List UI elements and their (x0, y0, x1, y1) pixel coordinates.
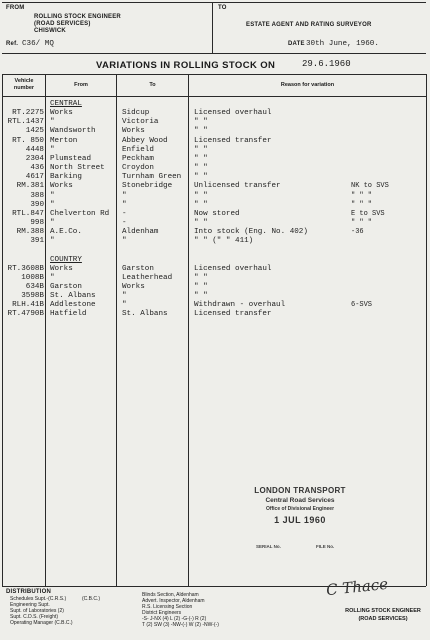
reason-cell: Now stored (194, 209, 240, 218)
table-row (0, 237, 430, 246)
from-cell: A.E.Co. (50, 228, 82, 237)
note-cell: " " " (351, 191, 373, 200)
vehicle-number: RT. 850 (12, 136, 44, 145)
reason-cell: Licensed transfer (194, 136, 272, 145)
table-row (0, 283, 430, 292)
from-cell: North Street (50, 164, 105, 173)
stamp-line-1: LONDON TRANSPORT (254, 486, 346, 495)
reason-cell: " " (194, 164, 208, 173)
to-cell: Garston (122, 264, 154, 273)
vehicle-number: 388 (30, 191, 44, 200)
from-line-1: ROLLING STOCK ENGINEER (34, 14, 121, 20)
table-row (0, 210, 430, 219)
title-date: 29.6.1960 (302, 59, 351, 69)
vehicle-number: 3598B (21, 292, 44, 301)
col-header-vehicle-2: number (13, 85, 35, 91)
vehicle-number: 4617 (25, 173, 44, 182)
distribution-left-3: Supt. of Laboratories (2) (10, 608, 64, 614)
header-top-border (2, 2, 426, 3)
vehicle-number: RM.381 (16, 182, 44, 191)
signature-scrawl: C Thace (325, 574, 389, 600)
table-row (0, 109, 430, 118)
table-row (0, 146, 430, 155)
vehicle-number: 1425 (25, 127, 44, 136)
reason-cell: " " (194, 118, 208, 127)
to-cell: " (122, 301, 127, 310)
section-heading-row (0, 100, 430, 109)
vehicle-number: RTL.847 (12, 209, 44, 218)
date-value: 30th June, 1960. (306, 40, 379, 48)
from-cell: " (50, 273, 55, 282)
note-cell: -36 (351, 228, 364, 237)
to-cell: Works (122, 283, 145, 291)
table-row (0, 265, 430, 274)
vehicle-number: 436 (30, 164, 44, 173)
from-line-2: (ROAD SERVICES) (34, 21, 91, 27)
vehicle-number: 4448 (25, 145, 44, 154)
reason-cell: " " (194, 292, 208, 301)
table-row (0, 301, 430, 310)
signature-title-2: (ROAD SERVICES) (358, 616, 408, 622)
vehicle-number: RLH.41B (12, 301, 44, 310)
to-cell: " (122, 200, 127, 209)
note-cell: " " " (351, 218, 373, 227)
to-cell: Works (122, 127, 145, 136)
to-cell: - (122, 209, 127, 218)
table-row (0, 310, 430, 319)
table-row (0, 292, 430, 301)
distribution-mid-4: -S- J-NX (4) L (2) -G-(-) R (2) (142, 616, 207, 622)
stamp-line-3: Office of Divisional Engineer (265, 506, 335, 512)
distribution-left-5: Operating Manager (C.B.C.) (10, 620, 73, 626)
ref-value: C36/ MQ (22, 40, 54, 48)
from-cell: Works (50, 109, 73, 118)
col-header-vehicle-1: Vehicle (14, 78, 34, 84)
table-row (0, 127, 430, 136)
distribution-left-0: Schedules Supt.-(C.R.S.) (10, 596, 67, 602)
to-cell: " (122, 191, 127, 200)
from-cell: Works (50, 264, 73, 273)
vehicle-number: 634B (25, 283, 44, 291)
signature-title-1: ROLLING STOCK ENGINEER (345, 608, 421, 614)
distribution-left-2: Engineering Supt. (10, 602, 50, 608)
distribution-mid-2: R.S. Licensing Section (142, 604, 193, 610)
from-cell: Barking (50, 173, 82, 182)
distribution-left-4: Supt. C.D.S. (Freight) (10, 614, 59, 620)
vehicle-number: RT.3608B (7, 264, 44, 273)
from-cell: CENTRAL (50, 100, 82, 108)
note-cell: NK to SVS (351, 182, 389, 191)
vehicle-number: RT.2275 (12, 109, 44, 118)
from-cell: " (50, 191, 55, 200)
vehicle-number: RTL.1437 (7, 118, 44, 127)
table-row (0, 192, 430, 201)
to-cell: Leatherhead (122, 273, 173, 282)
from-cell: Addlestone (50, 301, 96, 310)
from-cell: COUNTRY (50, 255, 82, 264)
vehicle-number: 391 (30, 237, 44, 246)
to-value: ESTATE AGENT AND RATING SURVEYOR (246, 22, 372, 28)
reason-cell: " " (194, 200, 208, 209)
reason-cell: " " (194, 127, 208, 136)
vehicle-number: 390 (30, 200, 44, 209)
to-cell: Turnham Green (122, 173, 182, 182)
distribution-mid-3: District Engineers (142, 610, 182, 616)
distribution-mid-0: Blinds Section, Aldenham (142, 592, 199, 598)
from-label: FROM (6, 5, 25, 11)
table-row (0, 228, 430, 237)
reason-cell: " " (194, 283, 208, 291)
to-cell: Enfield (122, 145, 154, 154)
from-cell: " (50, 237, 55, 246)
reason-cell: " " (" " 411) (194, 237, 254, 246)
distribution-left (10, 596, 100, 626)
table-row (0, 182, 430, 191)
to-cell: St. Albans (122, 310, 168, 319)
table-row (0, 164, 430, 173)
table-row (0, 246, 430, 255)
to-label: TO (218, 5, 227, 11)
reason-cell: Withdrawn - overhaul (194, 301, 286, 310)
to-cell: " (122, 292, 127, 301)
distribution-mid-5: T (2) SW (3) -NW-(-) W (2) -NW-(-) (142, 622, 219, 628)
distribution-mid (142, 592, 219, 628)
vehicle-number: 2304 (25, 154, 44, 163)
table-row (0, 219, 430, 228)
table-top-border (2, 74, 426, 75)
table-header-border (2, 96, 426, 97)
document-title: VARIATIONS IN ROLLING STOCK ON (96, 60, 276, 71)
col-header-reason: Reason for variation (280, 82, 335, 88)
header-divider (212, 2, 213, 53)
vehicle-number: RT.4790B (7, 310, 44, 319)
from-cell: Works (50, 182, 73, 191)
reason-cell: Into stock (Eng. No. 402) (194, 228, 308, 237)
to-cell: Aldenham (122, 228, 159, 237)
from-line-3: CHISWICK (34, 28, 66, 34)
date-label: DATE (288, 41, 305, 47)
note-cell: 6-SVS (351, 301, 373, 310)
reason-cell: " " (194, 173, 208, 182)
reason-cell: Licensed overhaul (194, 264, 272, 273)
vehicle-number: 1008B (21, 273, 44, 282)
col-header-to: To (149, 82, 156, 88)
stamp-serial-label: SERIAL No. (256, 544, 281, 549)
reason-cell: " " (194, 145, 208, 154)
to-cell: Peckham (122, 154, 154, 163)
to-cell: Stonebridge (122, 182, 173, 191)
to-cell: Abbey Wood (122, 136, 168, 145)
table-row (0, 274, 430, 283)
reason-cell: " " (194, 273, 208, 282)
table-row (0, 118, 430, 127)
note-cell: " " " (351, 200, 373, 209)
table-row (0, 201, 430, 210)
to-cell: - (122, 218, 127, 227)
vehicle-number: 998 (30, 218, 44, 227)
from-cell: Chelverton Rd (50, 209, 110, 218)
stamp-file-label: FILE No. (316, 544, 335, 549)
from-cell: Hatfield (50, 310, 87, 319)
from-cell: " (50, 118, 55, 127)
header-bottom-border (2, 53, 426, 54)
reason-cell: Licensed overhaul (194, 109, 272, 118)
section-heading-row (0, 256, 430, 265)
to-cell: Sidcup (122, 109, 150, 118)
from-cell: Garston (50, 283, 82, 291)
from-cell: " (50, 200, 55, 209)
from-cell: Wandsworth (50, 127, 96, 136)
distribution-mid-1: Advert. Inspector, Aldenham (142, 598, 205, 604)
distribution-left-1: (C.B.C.) (82, 596, 101, 602)
reason-cell: " " (194, 191, 208, 200)
stamp-date: 1 JUL 1960 (274, 515, 326, 525)
col-header-from: From (74, 82, 88, 88)
note-cell: E to SVS (351, 209, 385, 218)
to-cell: " (122, 237, 127, 246)
from-cell: Merton (50, 136, 78, 145)
vehicle-number: RM.388 (16, 228, 44, 237)
reason-cell: " " (194, 218, 208, 227)
table-row (0, 173, 430, 182)
reason-cell: " " (194, 154, 208, 163)
from-cell: Plumstead (50, 154, 92, 163)
ref-label: Ref. (6, 41, 19, 47)
from-cell: St. Albans (50, 292, 96, 301)
to-cell: Croydon (122, 164, 154, 173)
from-cell: " (50, 218, 55, 227)
reason-cell: Unlicensed transfer (194, 182, 281, 191)
to-cell: Victoria (122, 118, 159, 127)
table-row (0, 137, 430, 146)
table-row (0, 155, 430, 164)
from-cell: " (50, 145, 55, 154)
stamp-line-2: Central Road Services (265, 497, 335, 504)
reason-cell: Licensed transfer (194, 310, 272, 319)
distribution-label: DISTRIBUTION (6, 589, 52, 595)
